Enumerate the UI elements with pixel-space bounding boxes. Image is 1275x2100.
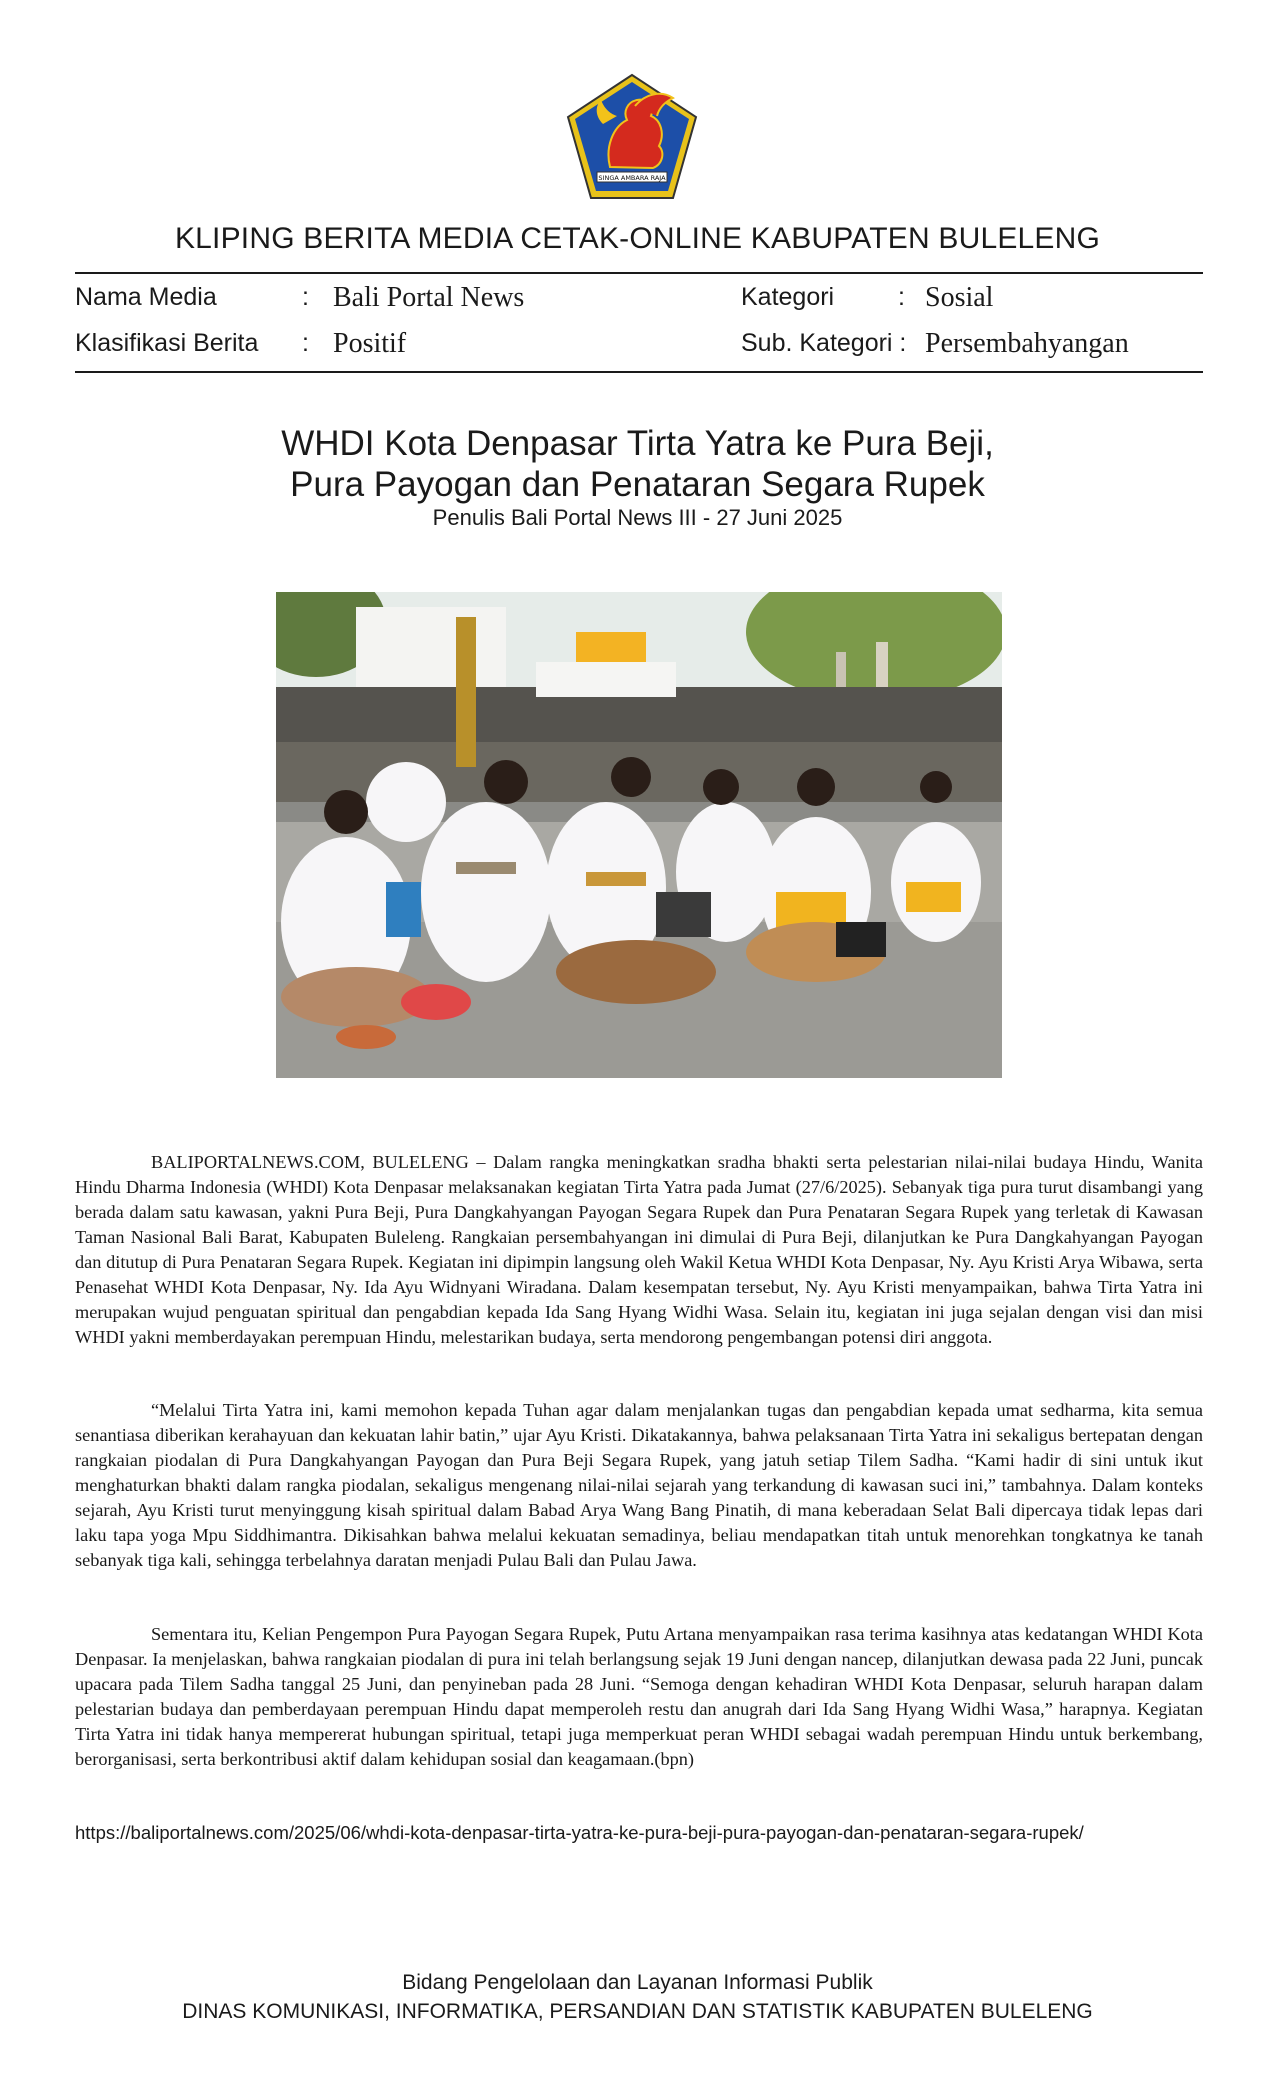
top-divider — [75, 272, 1203, 274]
source-url[interactable]: https://baliportalnews.com/2025/06/whdi-kota-denpasar-tirta-yatra-ke-pura-beji-pura-payogan-dan-penataran-segara-rupek/ — [75, 1822, 1084, 1843]
subkategori-label: Sub. Kategori : — [741, 329, 907, 357]
page-title: KLIPING BERITA MEDIA CETAK-ONLINE KABUPATEN BULELENG — [174, 222, 1101, 255]
footer-agency: DINAS KOMUNIKASI, INFORMATIKA, PERSANDIAN DAN STATISTIK KABUPATEN BULELENG — [182, 2000, 1093, 2023]
klasifikasi-colon: : — [302, 329, 309, 357]
article-paragraph-1: BALIPORTALNEWS.COM, BULELENG – Dalam rangka meningkatkan sradha bhakti serta pelestarian nilai-nilai budaya Hindu, Wanita Hindu Dharma Indonesia (WHDI) Kota Denpasar melaksanakan kegiatan Tirta Yatra pada Jumat (27/6/2025). Sebanyak tiga pura turut disambangi yang berada dalam satu kawasan, yakni Pura Beji, Pura Dangkahyangan Payogan Segara Rupek dan Pura Penataran Segara Rupek yang terletak di Kawasan Taman Nasional Bali Barat, Kabupaten Buleleng. Rangkaian persembahyangan ini dimulai di Pura Beji, dilanjutkan ke Pura Dangkahyangan Payogan dan ditutup di Pura Penataran Segara Rupek. Kegiatan ini dipimpin langsung oleh Wakil Ketua WHDI Kota Denpasar, Ny. Ayu Kristi Arya Wibawa, serta Penasehat WHDI Kota Denpasar, Ny. Ida Ayu Widnyani Wiradana. Dalam kesempatan tersebut, Ny. Ayu Kristi menyampaikan, bahwa Tirta Yatra ini merupakan wujud penguatan spiritual dan pengabdian kepada Ida Sang Hyang Widhi Wasa. Selain itu, kegiatan ini juga sejalan dengan visi dan misi WHDI yakni memberdayakan perempuan Hindu, melestarikan budaya, serta mendorong pengembangan potensi diri anggota. — [75, 1152, 1203, 1347]
media-colon: : — [302, 283, 309, 311]
svg-text:SINGA AMBARA RAJA: SINGA AMBARA RAJA — [598, 174, 666, 182]
media-value: Bali Portal News — [333, 282, 525, 313]
footer-department: Bidang Pengelolaan dan Layanan Informasi Publik — [402, 1971, 873, 1994]
article-paragraph-3: Sementara itu, Kelian Pengempon Pura Payogan Segara Rupek, Putu Artana menyampaikan rasa terima kasihnya atas kedatangan WHDI Kota Denpasar. Ia menjelaskan, bahwa rangkaian piodalan di pura ini telah berlangsung sejak 19 Juni dengan nancep, dilanjutkan dewasa pada 22 Juni, puncak upacara pada Tilem Sadha tanggal 25 Juni, dan penyineban pada 28 Juni. “Semoga dengan kehadiran WHDI Kota Denpasar, seluruh harapan dalam pelestarian budaya dan pemberdayaan perempuan Hindu dapat memperoleh restu dan anugrah dari Ida Sang Hyang Widhi Wasa,” harapnya. Kegiatan Tirta Yatra ini tidak hanya mempererat hubungan spiritual, tetapi juga memperkuat peran WHDI sebagai wadah perempuan Hindu untuk berkembang, berorganisasi, serta berkontribusi aktif dalam kehidupan sosial dan keagamaan.(bpn) — [75, 1624, 1203, 1769]
article-paragraph-2: “Melalui Tirta Yatra ini, kami memohon kepada Tuhan agar dalam menjalankan tugas dan pengabdian kepada umat sedharma, kita semua senantiasa diberikan kerahayuan dan kekuatan lahir batin,” ujar Ayu Kristi. Dikatakannya, bahwa pelaksanaan Tirta Yatra ini sekaligus bertepatan dengan rangkaian piodalan di Pura Dangkahyangan Payogan dan Pura Beji Segara Rupek, yang jatuh setiap Tilem Sadha. “Kami hadir di sini untuk ikut menghaturkan bhakti dalam rangka piodalan, sekaligus mengenang nilai-nilai sejarah yang terkandung di kawasan suci ini,” tambahnya. Dalam konteks sejarah, Ayu Kristi turut menyinggung kisah spiritual dalam Babad Arya Wang Bang Pinatih, di mana keberadaan Selat Bali dipercaya tidak lepas dari laku tapa yoga Mpu Siddhimantra. Dikisahkan bahwa melalui kekuatan semadinya, beliau mendapatkan titah untuk menorehkan tongkatnya ke tanah sebanyak tiga kali, sehingga terbelahnya daratan menjadi Pulau Bali dan Pulau Jawa. — [75, 1400, 1203, 1570]
kategori-label: Kategori — [741, 283, 835, 311]
media-label: Nama Media — [75, 283, 217, 311]
bottom-divider — [75, 371, 1203, 373]
kabupaten-buleleng-logo — [565, 72, 700, 202]
subkategori-value: Persembahyangan — [925, 328, 1129, 359]
klasifikasi-value: Positif — [333, 328, 407, 359]
kategori-colon: : — [898, 283, 905, 311]
klasifikasi-label: Klasifikasi Berita — [75, 329, 259, 357]
kategori-value: Sosial — [925, 282, 994, 313]
article-byline: Penulis Bali Portal News III - 27 Juni 2025 — [432, 505, 843, 530]
article-title-line1: WHDI Kota Denpasar Tirta Yatra ke Pura Beji, — [281, 424, 994, 463]
women-praying-photo — [276, 592, 1002, 1078]
article-title-line2: Pura Payogan dan Penataran Segara Rupek — [290, 465, 985, 504]
article-photo — [276, 592, 1002, 1078]
